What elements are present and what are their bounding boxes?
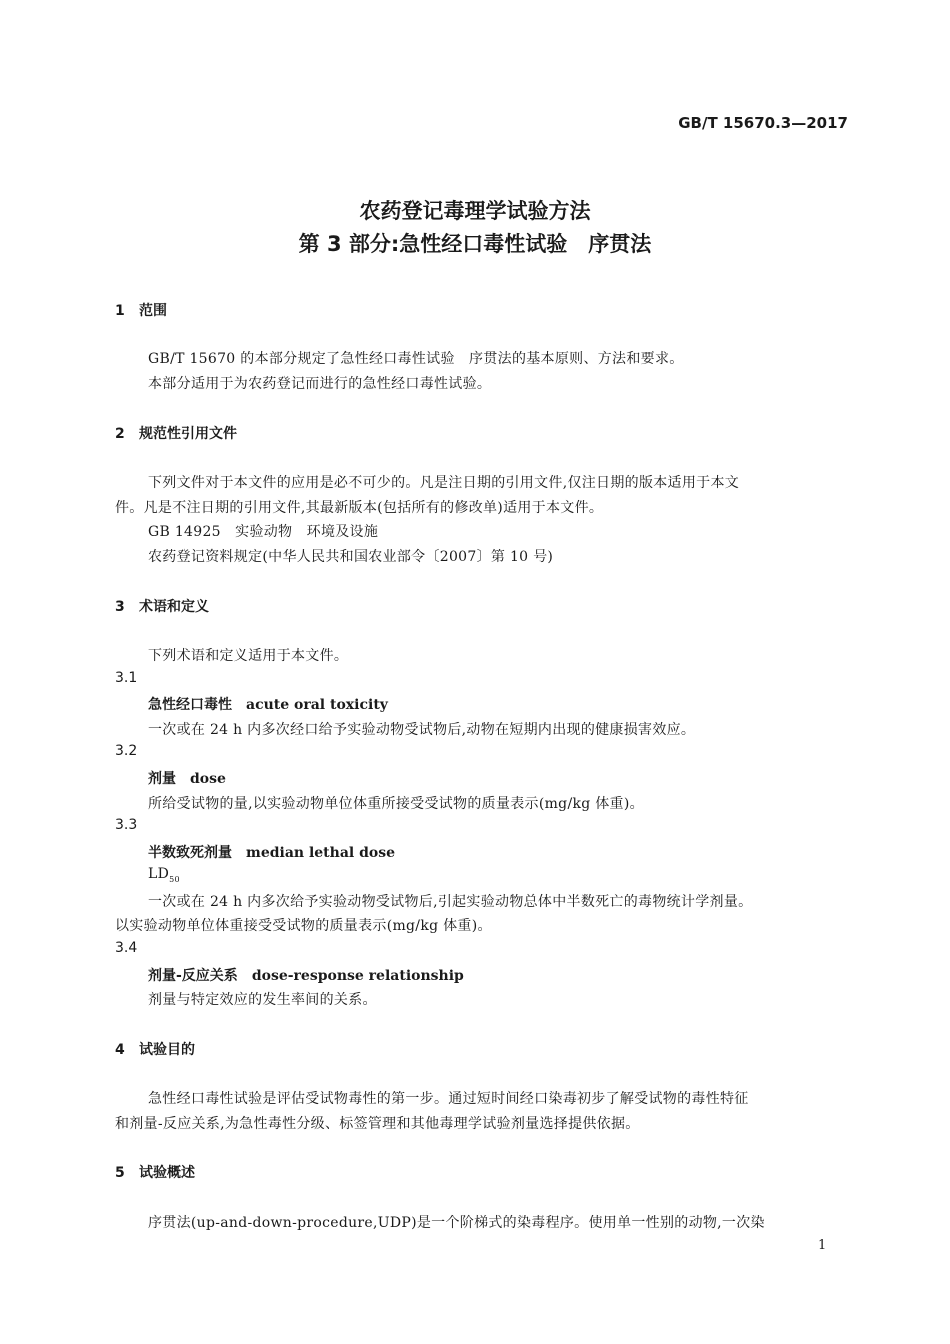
term-definition: 所给受试物的量,以实验动物单位体重所接受受试物的质量表示(mg/kg 体重)。	[148, 796, 644, 812]
section-heading-scope	[115, 300, 167, 320]
standard-number: GB/T 15670.3—2017	[678, 114, 848, 132]
term-number: 3.3	[115, 817, 138, 833]
term-zh: 剂量-反应关系	[148, 968, 238, 984]
paragraph: 急性经口毒性试验是评估受试物毒性的第一步。通过短时间经口染毒初步了解受试物的毒性特征	[148, 1091, 749, 1107]
paragraph: 和剂量-反应关系,为急性毒性分级、标签管理和其他毒理学试验剂量选择提供依据。	[115, 1116, 640, 1132]
abbr-text: LD	[148, 866, 170, 882]
term-en: dose	[190, 771, 226, 787]
term-title	[148, 768, 226, 788]
document-title-line2: 第 3 部分:急性经口毒性试验 序贯法	[298, 232, 652, 256]
section-number: 3	[115, 599, 125, 615]
section-heading-overview	[115, 1162, 195, 1182]
term-number: 3.4	[115, 940, 138, 956]
section-heading-purpose	[115, 1039, 195, 1059]
page-number: 1	[818, 1238, 827, 1253]
section-number: 1	[115, 303, 125, 319]
section-number: 2	[115, 426, 125, 442]
section-title: 试验概述	[139, 1165, 195, 1181]
term-title	[148, 965, 464, 985]
term-definition: 一次或在 24 h 内多次经口给予实验动物受试物后,动物在短期内出现的健康损害效应。	[148, 722, 696, 738]
paragraph: GB/T 15670 的本部分规定了急性经口毒性试验 序贯法的基本原则、方法和要求。	[148, 351, 684, 367]
paragraph: 下列文件对于本文件的应用是必不可少的。凡是注日期的引用文件,仅注日期的版本适用于本文	[148, 475, 740, 491]
section-number: 5	[115, 1165, 125, 1181]
section-heading-terms	[115, 596, 209, 616]
term-definition: 一次或在 24 h 内多次给予实验动物受试物后,引起实验动物总体中半数死亡的毒物统计学剂量。	[148, 894, 753, 910]
term-title	[148, 694, 388, 714]
reference-item: 农药登记资料规定(中华人民共和国农业部令〔2007〕第 10 号)	[148, 549, 554, 565]
term-zh: 急性经口毒性	[148, 697, 232, 713]
abbr-subscript: 50	[169, 874, 180, 884]
term-zh: 剂量	[148, 771, 176, 787]
term-en: acute oral toxicity	[246, 697, 388, 713]
term-definition: 以实验动物单位体重接受受试物的质量表示(mg/kg 体重)。	[115, 918, 492, 934]
section-title: 规范性引用文件	[139, 426, 237, 442]
section-title: 试验目的	[139, 1042, 195, 1058]
paragraph: 序贯法(up-and-down-procedure,UDP)是一个阶梯式的染毒程序。使用单一性别的动物,一次染	[148, 1215, 765, 1231]
term-abbreviation	[148, 866, 180, 884]
section-title: 术语和定义	[139, 599, 209, 615]
term-en: dose-response relationship	[251, 968, 464, 984]
term-zh: 半数致死剂量	[148, 845, 232, 861]
term-en: median lethal dose	[246, 845, 396, 861]
section-number: 4	[115, 1042, 125, 1058]
term-number: 3.2	[115, 743, 138, 759]
paragraph: 件。凡是不注日期的引用文件,其最新版本(包括所有的修改单)适用于本文件。	[115, 500, 604, 516]
term-title	[148, 842, 395, 862]
section-title: 范围	[139, 303, 167, 319]
term-definition: 剂量与特定效应的发生率间的关系。	[148, 992, 377, 1008]
paragraph: 本部分适用于为农药登记而进行的急性经口毒性试验。	[148, 376, 492, 392]
document-title-line1: 农药登记毒理学试验方法	[359, 199, 591, 223]
reference-item: GB 14925 实验动物 环境及设施	[148, 524, 379, 540]
paragraph: 下列术语和定义适用于本文件。	[148, 648, 349, 664]
section-heading-normative-references	[115, 423, 237, 443]
term-number: 3.1	[115, 670, 138, 686]
